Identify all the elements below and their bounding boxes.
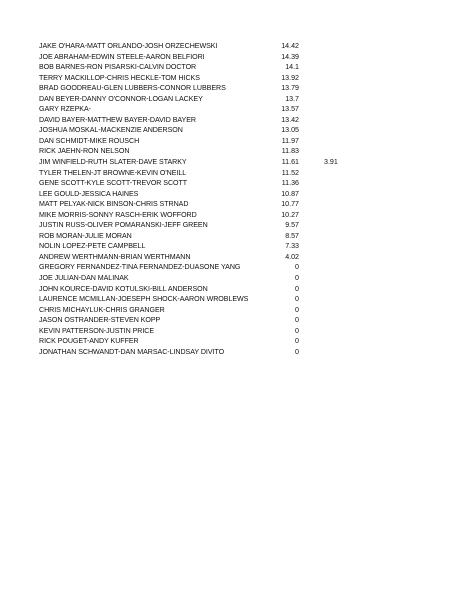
list-item [39, 347, 359, 358]
team-names: DAN BEYER-DANNY O'CONNOR-LOGAN LACKEY [39, 94, 203, 103]
team-score: 13.7 [285, 94, 299, 103]
team-score: 8.57 [285, 231, 299, 240]
team-score: 11.83 [281, 147, 299, 156]
team-names: JOSHUA MOSKAL-MACKENZIE ANDERSON [39, 126, 183, 135]
team-score: 13.05 [281, 126, 299, 135]
team-score: 0 [295, 316, 299, 325]
list-item [39, 326, 359, 337]
team-score: 0 [295, 263, 299, 272]
list-item [39, 62, 359, 73]
team-names: CHRIS MICHAYLUK-CHRIS GRANGER [39, 305, 165, 314]
team-score: 7.33 [285, 242, 299, 251]
team-score: 13.92 [281, 73, 299, 82]
list-item [39, 231, 359, 242]
team-names: BOB BARNES-RON PISARSKI-CALVIN DOCTOR [39, 63, 197, 72]
team-score: 11.97 [281, 136, 299, 145]
list-item [39, 115, 359, 126]
list-item [39, 305, 359, 316]
team-score: 10.27 [281, 210, 299, 219]
list-item [39, 73, 359, 84]
team-score: 13.42 [281, 115, 299, 124]
team-names: GENE SCOTT-KYLE SCOTT-TREVOR SCOTT [39, 179, 188, 188]
team-score: 11.61 [281, 158, 299, 167]
team-score: 0 [295, 337, 299, 346]
team-names: JOE JULIAN-DAN MALINAK [39, 274, 129, 283]
list-item [39, 220, 359, 231]
list-item [39, 241, 359, 252]
team-names: LAURENCE MCMILLAN-JOESEPH SHOCK-AARON WROBLEWS [39, 295, 249, 304]
list-item [39, 284, 359, 295]
team-score: 0 [295, 347, 299, 356]
list-item [39, 273, 359, 284]
team-names: MATT PELYAK-NICK BINSON-CHRIS STRNAD [39, 200, 189, 209]
team-score: 0 [295, 326, 299, 335]
team-score: 9.57 [285, 221, 299, 230]
team-names: JOHN KOURCE-DAVID KOTULSKI-BILL ANDERSON [39, 284, 208, 293]
team-score: 0 [295, 305, 299, 314]
team-score: 13.57 [281, 105, 299, 114]
team-names: JUSTIN RUSS-OLIVER POMARANSKI-JEFF GREEN [39, 221, 208, 230]
list-item [39, 136, 359, 147]
list-item [39, 125, 359, 136]
team-names: DAVID BAYER-MATTHEW BAYER-DAVID BAYER [39, 115, 196, 124]
list-item [39, 199, 359, 210]
team-names: JASON OSTRANDER-STEVEN KOPP [39, 316, 161, 325]
team-names: TYLER THELEN-JT BROWNE-KEVIN O'NEILL [39, 168, 187, 177]
team-names: KEVIN PATTERSON-JUSTIN PRICE [39, 326, 155, 335]
team-score: 13.79 [281, 84, 299, 93]
list-item [39, 315, 359, 326]
team-names: ANDREW WERTHMANN-BRIAN WERTHMANN [39, 252, 191, 261]
team-score: 11.36 [281, 179, 299, 188]
list-item [39, 94, 359, 105]
team-names: GREGORY FERNANDEZ-TINA FERNANDEZ-DUASONE YANG [39, 263, 241, 272]
list-item [39, 252, 359, 263]
list-item [39, 189, 359, 200]
list-item [39, 210, 359, 221]
team-names: ROB MORAN-JULIE MORAN [39, 231, 132, 240]
results-list [39, 41, 359, 357]
list-item [39, 83, 359, 94]
team-score: 14.39 [281, 52, 299, 61]
list-item [39, 146, 359, 157]
list-item [39, 262, 359, 273]
team-names: JAKE O'HARA-MATT ORLANDO-JOSH ORZECHEWSKI [39, 42, 218, 50]
team-score: 11.52 [281, 168, 299, 177]
team-score: 10.77 [281, 200, 299, 209]
list-item [39, 157, 359, 168]
team-names: BRAD GOODREAU-GLEN LUBBERS-CONNOR LUBBERS [39, 84, 226, 93]
team-score: 10.87 [281, 189, 299, 198]
team-score: 4.02 [285, 252, 299, 261]
list-item [39, 178, 359, 189]
team-names: GARY RZEPKA- [39, 105, 91, 114]
team-names: TERRY MACKILLOP-CHRIS HECKLE-TOM HICKS [39, 73, 200, 82]
team-names: LEE GOULD-JESSICA HAINES [39, 189, 139, 198]
team-names: DAN SCHMIDT-MIKE ROUSCH [39, 136, 140, 145]
team-score: 0 [295, 295, 299, 304]
team-names: JIM WINFIELD-RUTH SLATER-DAVE STARKY [39, 158, 187, 167]
team-names: MIKE MORRIS-SONNY RASCH-ERIK WOFFORD [39, 210, 197, 219]
team-names: JONATHAN SCHWANDT-DAN MARSAC-LINDSAY DIVITO [39, 347, 225, 356]
list-item [39, 104, 359, 115]
team-score: 14.42 [281, 42, 299, 50]
list-item [39, 336, 359, 347]
list-item [39, 41, 359, 52]
extra-value: 3.91 [324, 158, 338, 167]
team-score: 0 [295, 274, 299, 283]
team-names: JOE ABRAHAM-EDWIN STEELE-AARON BELFIORI [39, 52, 205, 61]
team-names: NOLIN LOPEZ-PETE CAMPBELL [39, 242, 146, 251]
list-item [39, 168, 359, 179]
list-item [39, 294, 359, 305]
team-names: RICK JAEHN-RON NELSON [39, 147, 130, 156]
team-score: 0 [295, 284, 299, 293]
team-names: RICK POUGET-ANDY KUFFER [39, 337, 139, 346]
list-item [39, 52, 359, 63]
team-score: 14.1 [285, 63, 299, 72]
